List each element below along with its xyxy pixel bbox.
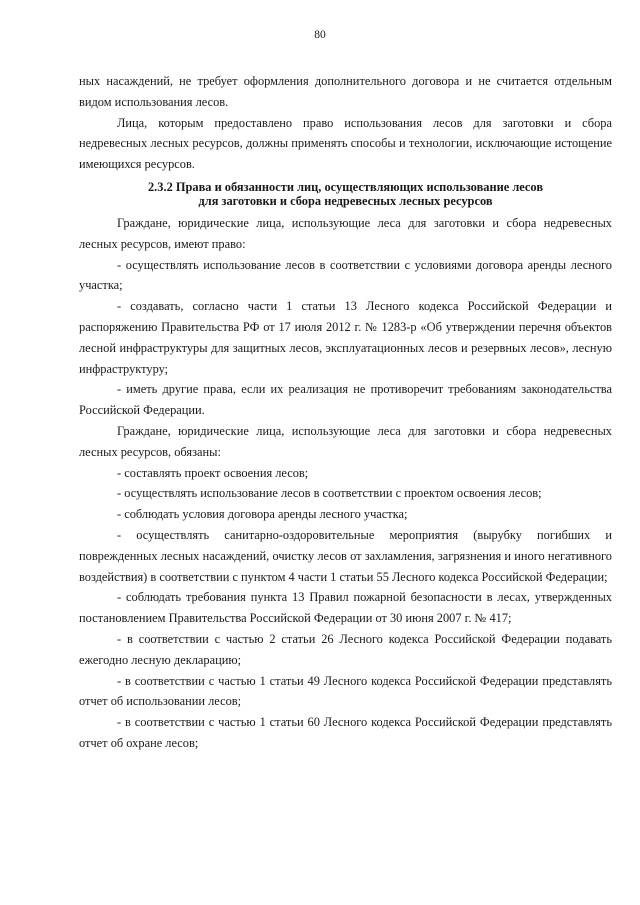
page-body bbox=[79, 71, 612, 754]
paragraph-rights-intro: Граждане, юридические лица, использующие леса для заготовки и сбора недревесных лесных ресурсов, имеют право: bbox=[79, 215, 612, 251]
list-item-right-2: - создавать, согласно части 1 статьи 13 Лесного кодекса Российской Федерации и распоряжению Правительства РФ от 17 июля 2012 г. № 1283-р «Об утверждении перечня объектов лесной инфраструктуры для защитных лесов, эксплуатационных лесов и резервных лесов», лесную инфраструктуру; bbox=[79, 299, 612, 376]
section-heading-line-2: для заготовки и сбора недревесных лесных ресурсов bbox=[198, 194, 493, 209]
section-heading bbox=[79, 180, 612, 209]
section-heading-line-1: 2.3.2 Права и обязанности лиц, осуществляющих использование лесов bbox=[147, 179, 544, 194]
list-item-right-3: - иметь другие права, если их реализация не противоречит требованиям законодательства Российской Федерации. bbox=[79, 382, 612, 418]
list-item-duty-1: - составлять проект освоения лесов; bbox=[117, 465, 309, 480]
paragraph-continuation: ных насаждений, не требует оформления дополнительного договора и не считается отдельным видом использования лесов. bbox=[79, 74, 612, 109]
list-item-duty-3: - соблюдать условия договора аренды лесного участка; bbox=[117, 507, 408, 522]
page-number: 80 bbox=[314, 29, 326, 41]
list-item-duty-8: - в соответствии с частью 1 статьи 60 Лесного кодекса Российской Федерации представлять отчет об охране лесов; bbox=[79, 715, 612, 750]
paragraph-duties-intro: Граждане, юридические лица, использующие леса для заготовки и сбора недревесных лесных ресурсов, обязаны: bbox=[79, 423, 612, 459]
list-item-duty-2: - осуществлять использование лесов в соответствии с проектом освоения лесов; bbox=[117, 486, 542, 501]
list-item-right-1: - осуществлять использование лесов в соответствии с условиями договора аренды лесного участка; bbox=[79, 257, 612, 293]
paragraph-resource-methods: Лица, которым предоставлено право использования лесов для заготовки и сбора недревесных лесных ресурсов, должны применять способы и технологии, исключающие истощение имеющихся ресурсов. bbox=[79, 115, 612, 172]
list-item-duty-4: - осуществлять санитарно-оздоровительные мероприятия (вырубку погибших и поврежденных лесных насаждений, очистку лесов от захламления, загрязнения и иного негативного воздействия) в соответствии с пунктом 4 части 1 статьи 55 Лесного кодекса Российской Федерации; bbox=[79, 527, 612, 584]
list-item-duty-6: - в соответствии с частью 2 статьи 26 Лесного кодекса Российской Федерации подавать ежегодно лесную декларацию; bbox=[79, 631, 612, 667]
list-item-duty-7: - в соответствии с частью 1 статьи 49 Лесного кодекса Российской Федерации представлять отчет об использовании лесов; bbox=[79, 673, 612, 709]
list-item-duty-5: - соблюдать требования пункта 13 Правил пожарной безопасности в лесах, утвержденных постановлением Правительства Российской Федерации от 30 июня 2007 г. № 417; bbox=[79, 590, 612, 626]
